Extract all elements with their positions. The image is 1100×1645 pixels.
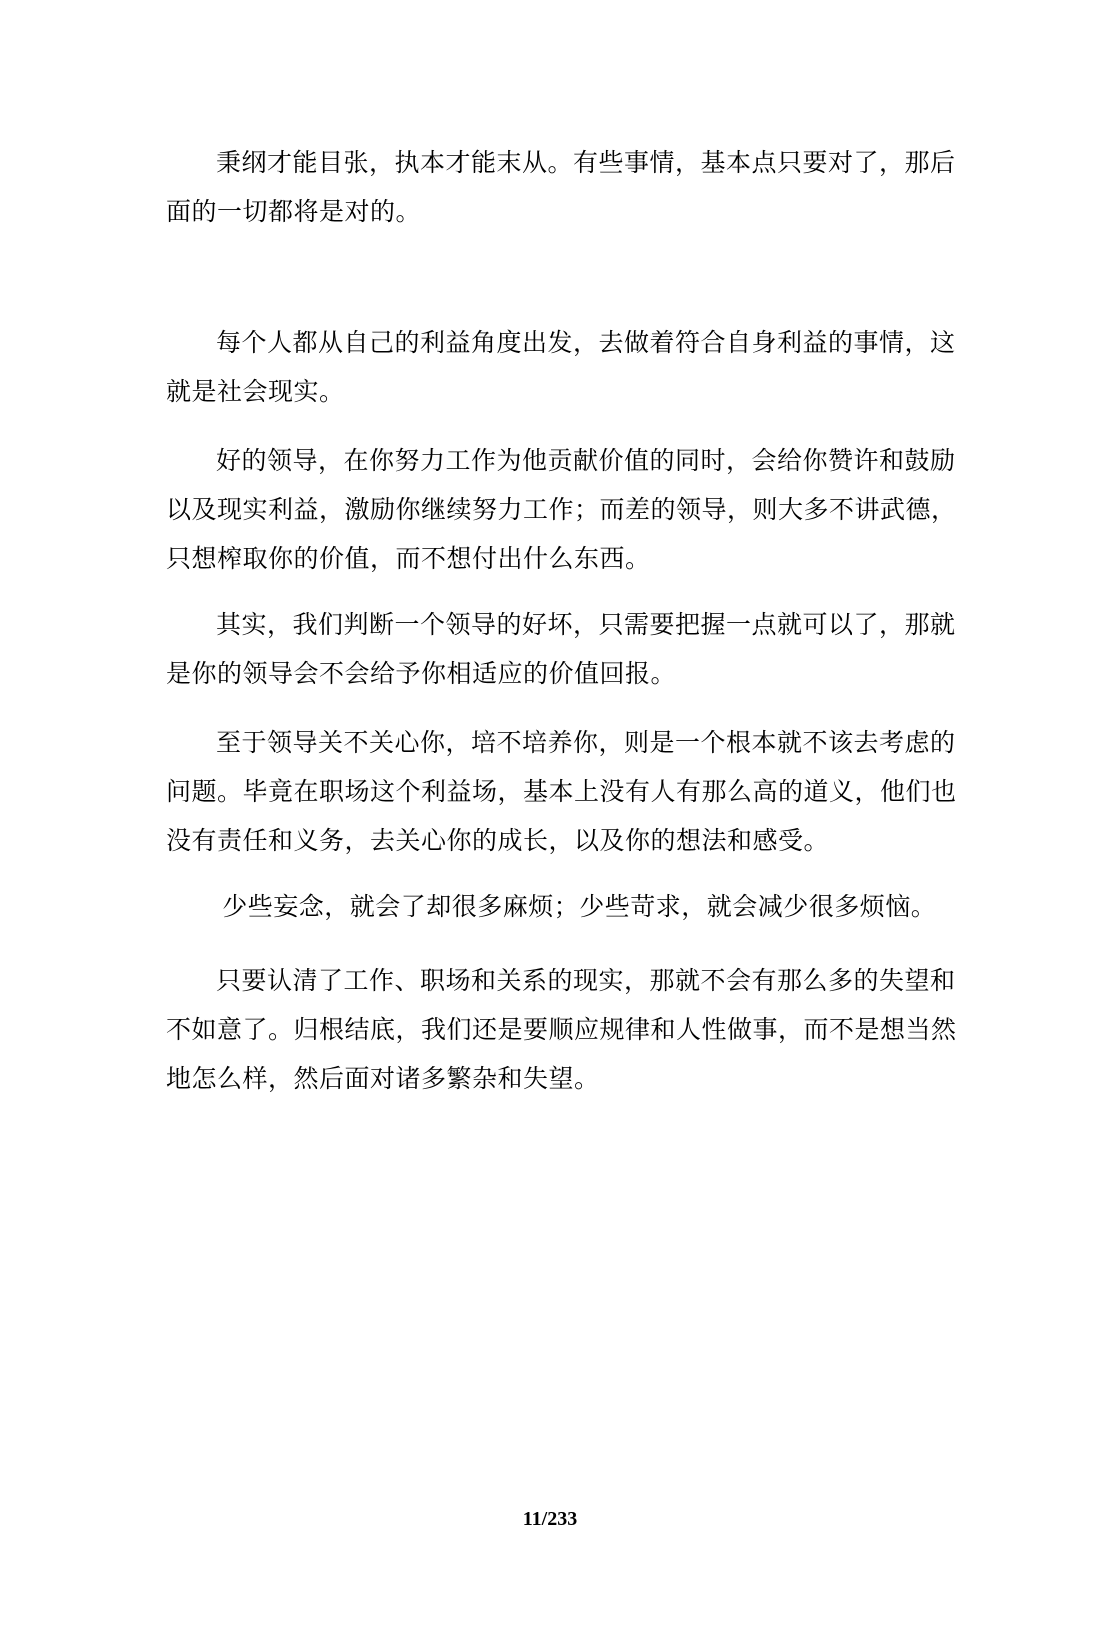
page-number: 11/233 bbox=[522, 1508, 578, 1530]
paragraph: 少些妄念，就会了却很多麻烦；少些苛求，就会减少很多烦恼。 bbox=[222, 892, 937, 921]
paragraph: 只要认清了工作、职场和关系的现实，那就不会有那么多的失望和不如意了。归根结底，我们还是要顺应规律和人性做事，而不是想当然地怎么样，然后面对诸多繁杂和失望。 bbox=[166, 966, 957, 1093]
paragraph: 每个人都从自己的利益角度出发，去做着符合自身利益的事情，这就是社会现实。 bbox=[166, 328, 956, 406]
paragraph: 秉纲才能目张，执本才能末从。有些事情，基本点只要对了，那后面的一切都将是对的。 bbox=[166, 148, 956, 226]
paragraph: 其实，我们判断一个领导的好坏，只需要把握一点就可以了，那就是你的领导会不会给予你相适应的价值回报。 bbox=[166, 610, 956, 688]
paragraph: 好的领导，在你努力工作为他贡献价值的同时，会给你赞许和鼓励以及现实利益，激励你继续努力工作；而差的领导，则大多不讲武德，只想榨取你的价值，而不想付出什么东西。 bbox=[166, 446, 957, 573]
paragraph: 至于领导关不关心你，培不培养你，则是一个根本就不该去考虑的问题。毕竟在职场这个利益场，基本上没有人有那么高的道义，他们也没有责任和义务，去关心你的成长，以及你的想法和感受。 bbox=[166, 728, 957, 855]
